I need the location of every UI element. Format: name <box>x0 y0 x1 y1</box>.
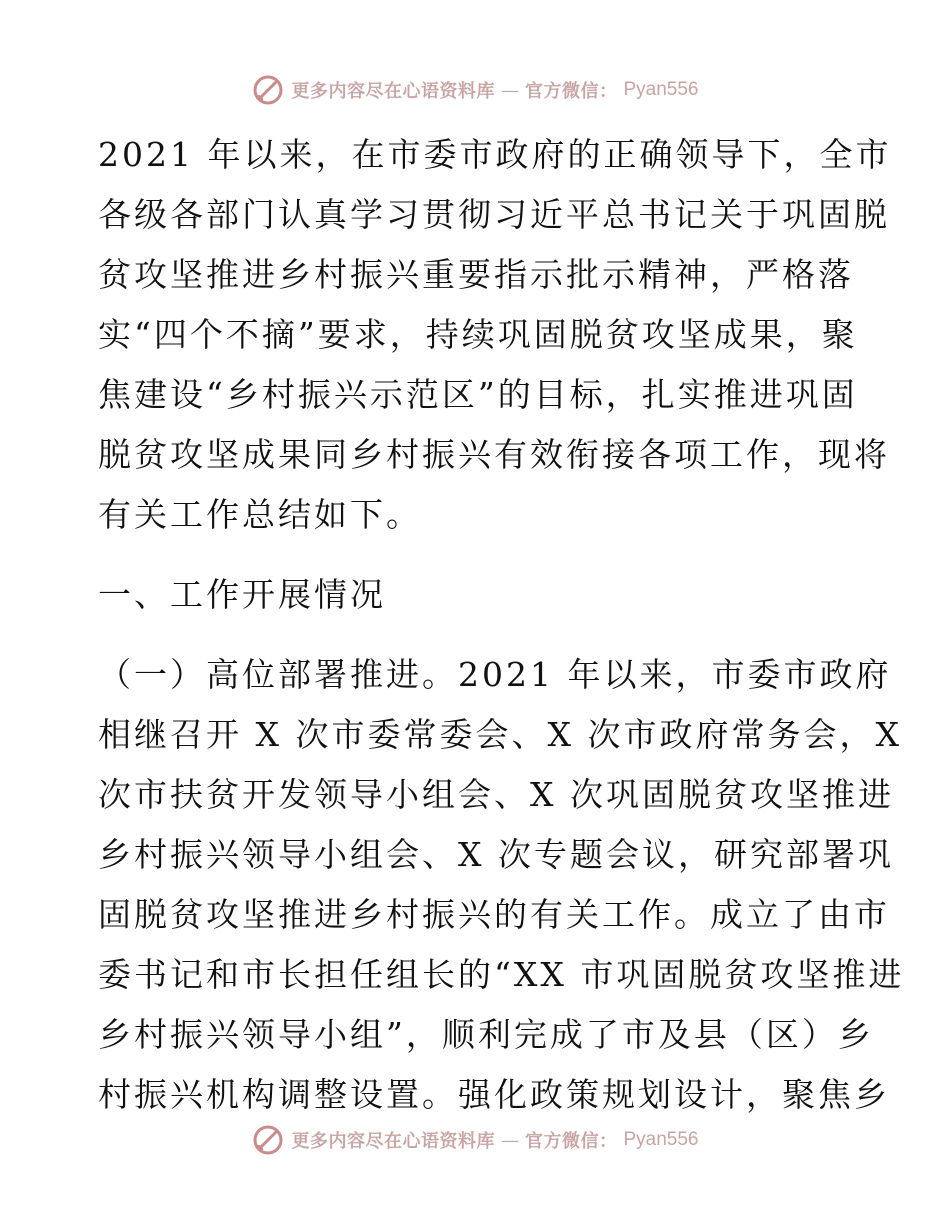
separator-dash: — <box>500 1129 519 1151</box>
wechat-id: Pyan556 <box>623 79 699 100</box>
header-watermark <box>0 70 950 110</box>
section-line: 固脱贫攻坚推进乡村振兴的有关工作。成立了由市 <box>98 895 890 934</box>
wechat-label: 官方微信： <box>524 81 618 102</box>
section-line: 村振兴机构调整设置。强化政策规划设计，聚焦乡 <box>98 1075 890 1114</box>
intro-line: 脱贫攻坚成果同乡村振兴有效衔接各项工作，现将 <box>98 435 890 474</box>
pen-logo-icon <box>251 1123 285 1157</box>
paragraph-gap <box>98 625 868 645</box>
footer-watermark <box>0 1120 950 1160</box>
wechat-id: Pyan556 <box>623 1129 699 1150</box>
pen-logo-icon <box>251 73 285 107</box>
section-line: 次市扶贫开发领导小组会、X 次巩固脱贫攻坚推进 <box>98 775 894 814</box>
intro-line: 实“四个不摘”要求，持续巩固脱贫攻坚成果，聚 <box>98 315 858 354</box>
site-text: 更多内容尽在心语资料库 <box>291 81 495 102</box>
paragraph-gap <box>98 545 868 565</box>
section-heading: 一、工作开展情况 <box>98 575 386 614</box>
intro-line: 贫攻坚推进乡村振兴重要指示批示精神，严格落 <box>98 255 854 294</box>
intro-line: 2021 年以来，在市委市政府的正确领导下，全市 <box>98 135 892 174</box>
intro-line: 各级各部门认真学习贯彻习近平总书记关于巩固脱 <box>98 195 890 234</box>
section-line: 乡村振兴领导小组”，顺利完成了市及县（区）乡 <box>98 1015 874 1054</box>
section-line: 乡村振兴领导小组会、X 次专题会议，研究部署巩 <box>98 835 894 874</box>
section-line: （一）高位部署推进。2021 年以来，市委市政府 <box>98 655 892 694</box>
intro-line: 有关工作总结如下。 <box>98 495 422 534</box>
site-text: 更多内容尽在心语资料库 <box>291 1131 495 1152</box>
document-body <box>98 125 905 1125</box>
intro-line: 焦建设“乡村振兴示范区”的目标，扎实推进巩固 <box>98 375 858 414</box>
separator-dash: — <box>500 79 519 101</box>
section-line: 相继召开 X 次市委常委会、X 次市政府常务会，X <box>98 715 902 754</box>
wechat-label: 官方微信： <box>524 1131 618 1152</box>
section-line: 委书记和市长担任组长的“XX 市巩固脱贫攻坚推进 <box>98 955 905 994</box>
